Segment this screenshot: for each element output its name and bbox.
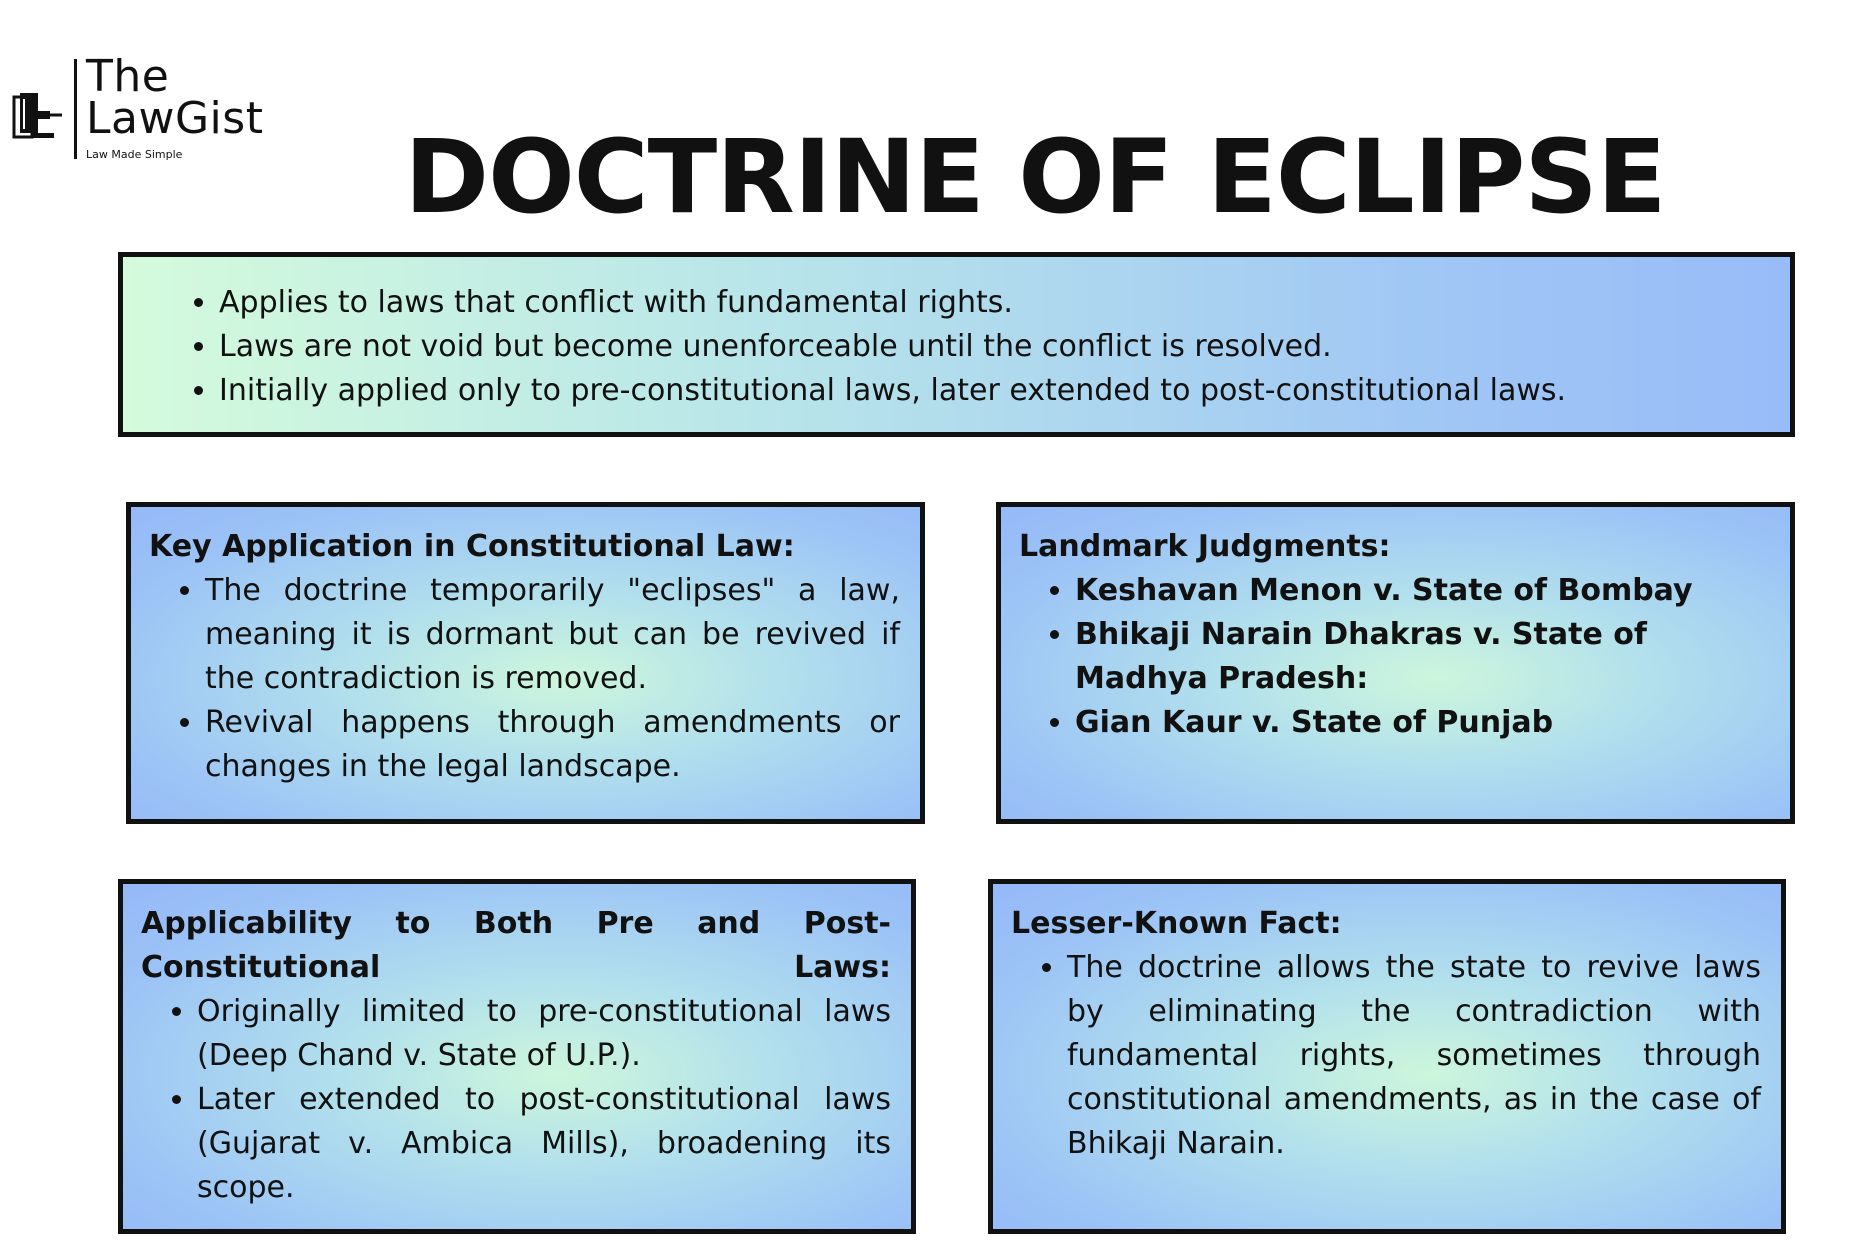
lesser-known-fact-point: • The doctrine allows the state to revive laws by eliminating the contradiction with fundamental rights, sometimes through constitutional amendments, as in the case of Bhikaji Narain. bbox=[1067, 946, 1761, 1166]
applicability-card bbox=[118, 879, 916, 1234]
page-title: DOCTRINE OF ECLIPSE bbox=[404, 118, 1666, 237]
landmark-judgments-heading: Landmark Judgments: bbox=[1019, 529, 1391, 564]
judgment-item: • Bhikaji Narain Dhakras v. State of Madhya Pradesh: bbox=[1075, 613, 1770, 701]
landmark-judgments-list bbox=[1019, 569, 1770, 745]
intro-point: • Applies to laws that conflict with fundamental rights. bbox=[219, 281, 1770, 325]
logo-line-lawgist: LawGist bbox=[86, 93, 264, 144]
judgment-item: • Gian Kaur v. State of Punjab bbox=[1075, 701, 1770, 745]
applicability-heading: Applicability to Both Pre and Post-Constitutional Laws: bbox=[141, 906, 891, 985]
lesser-known-fact-list bbox=[1011, 946, 1761, 1166]
judgment-item: • Keshavan Menon v. State of Bombay bbox=[1075, 569, 1770, 613]
applicability-point: • Originally limited to pre-constitutional laws (Deep Chand v. State of U.P.). bbox=[197, 990, 891, 1078]
key-application-heading: Key Application in Constitutional Law: bbox=[149, 529, 795, 564]
applicability-list bbox=[141, 990, 891, 1210]
key-application-point: • The doctrine temporarily "eclipses" a law, meaning it is dormant but can be revived if the contradiction is removed. bbox=[205, 569, 900, 701]
key-application-card bbox=[126, 502, 925, 824]
logo-tagline: Law Made Simple bbox=[86, 148, 183, 161]
lesser-known-fact-heading: Lesser-Known Fact: bbox=[1011, 906, 1342, 941]
key-application-point: • Revival happens through amendments or changes in the legal landscape. bbox=[205, 701, 900, 789]
intro-point: • Initially applied only to pre-constitutional laws, later extended to post-constitutional laws. bbox=[219, 369, 1770, 413]
key-application-list bbox=[149, 569, 900, 789]
logo-line-the: The bbox=[86, 51, 170, 102]
lesser-known-fact-card bbox=[988, 879, 1786, 1234]
intro-list bbox=[143, 281, 1770, 413]
intro-box bbox=[118, 252, 1795, 437]
applicability-point: • Later extended to post-constitutional laws (Gujarat v. Ambica Mills), broadening its scope. bbox=[197, 1078, 891, 1210]
intro-point: • Laws are not void but become unenforceable until the conflict is resolved. bbox=[219, 325, 1770, 369]
landmark-judgments-card bbox=[996, 502, 1795, 824]
